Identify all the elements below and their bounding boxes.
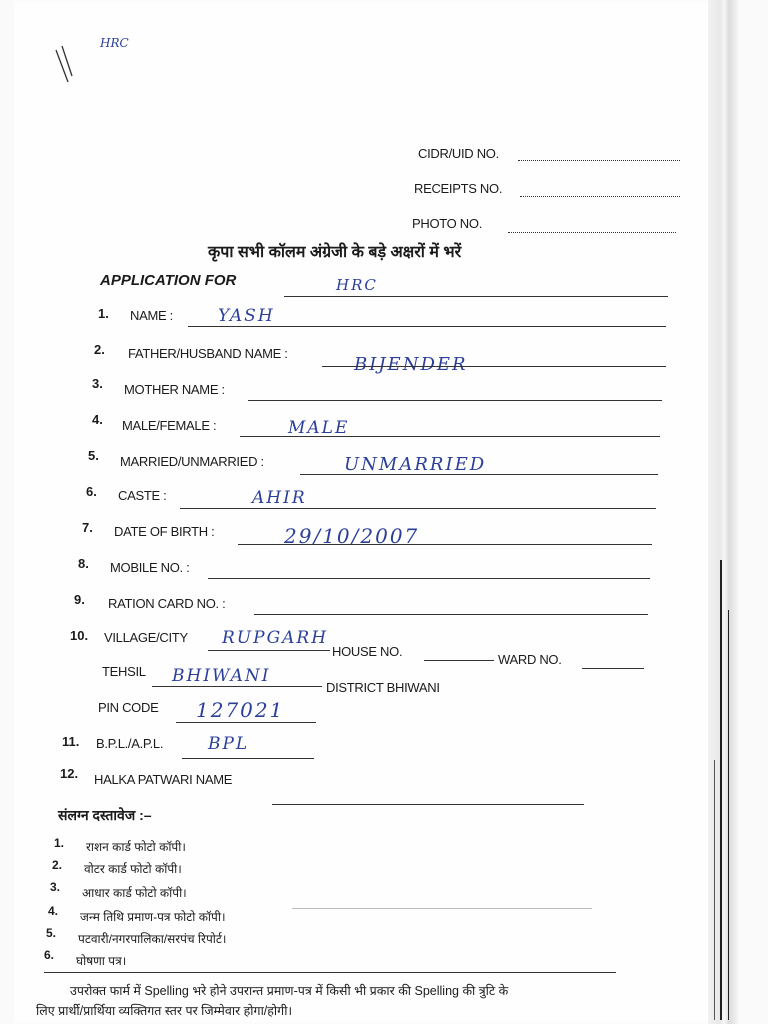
gender-line	[240, 436, 660, 437]
attachment-number: 4.	[48, 904, 59, 918]
attachment-number: 3.	[50, 880, 61, 894]
mobile-label: MOBILE NO. :	[110, 560, 190, 575]
mother-name-label: MOTHER NAME :	[124, 382, 225, 397]
patwari-field[interactable]	[272, 804, 584, 805]
caste-line	[180, 508, 656, 509]
tehsil-line	[152, 686, 322, 687]
attachment-item: राशन कार्ड फोटो कॉपी।	[86, 840, 186, 854]
instruction-heading: कृपा सभी कॉलम अंग्रेजी के बड़े अक्षरों में भरें	[208, 244, 462, 261]
marital-status-line	[300, 474, 658, 475]
father-name-value[interactable]: BIJENDER	[354, 354, 468, 375]
attachment-number: 2.	[52, 858, 63, 872]
tehsil-value[interactable]: BHIWANI	[172, 666, 271, 686]
field-number: 2.	[94, 342, 105, 357]
attachments-heading: संलग्न दस्तावेज :–	[58, 807, 152, 823]
footer-rule	[44, 972, 616, 973]
caste-value[interactable]: AHIR	[252, 488, 307, 508]
pin-code-line	[176, 722, 316, 723]
cidr-label: CIDR/UID NO.	[418, 146, 499, 161]
house-no-field[interactable]	[424, 660, 494, 661]
name-value[interactable]: YASH	[218, 306, 275, 326]
village-label: VILLAGE/CITY	[104, 630, 188, 645]
paper-edge	[708, 0, 738, 1024]
ration-card-line	[254, 614, 648, 615]
attachment-item: पटवारी/नगरपालिका/सरपंच रिपोर्ट।	[78, 932, 227, 946]
tick-mark	[52, 42, 74, 86]
name-line	[188, 326, 666, 327]
name-label: NAME :	[130, 308, 173, 323]
footer-note-line-2: लिए प्रार्थी/प्रार्थिया व्यक्तिगत स्तर पर जिम्मेवार होगा/होगी।	[36, 1004, 293, 1018]
attachment-number: 1.	[54, 836, 65, 850]
photo-label: PHOTO NO.	[412, 216, 483, 231]
receipts-label: RECEIPTS NO.	[414, 181, 503, 196]
receipts-field[interactable]	[520, 196, 680, 197]
field-number: 11.	[62, 734, 80, 749]
ward-no-label: WARD NO.	[498, 652, 562, 667]
attachment-number: 6.	[44, 948, 55, 962]
bpl-value[interactable]: BPL	[208, 734, 250, 754]
district-label: DISTRICT BHIWANI	[326, 680, 440, 695]
gender-label: MALE/FEMALE :	[122, 418, 217, 433]
field-number: 12.	[60, 766, 79, 781]
ration-card-label: RATION CARD NO. :	[108, 596, 226, 611]
pin-code-label: PIN CODE	[98, 700, 159, 715]
field-number: 10.	[70, 628, 89, 643]
bpl-label: B.P.L./A.P.L.	[96, 736, 164, 751]
attachment-number: 5.	[46, 926, 57, 940]
footer-note-line-1: उपरोक्त फार्म में Spelling भरे होने उपरान्त प्रमाण-पत्र में किसी भी प्रकार की Spelling की त्रुटि के	[70, 984, 509, 998]
application-for-value[interactable]: HRC	[336, 276, 378, 294]
village-line	[208, 650, 330, 651]
field-number: 6.	[86, 484, 97, 499]
patwari-label: HALKA PATWARI NAME	[94, 772, 233, 787]
father-name-label: FATHER/HUSBAND NAME :	[128, 346, 288, 361]
village-value[interactable]: RUPGARH	[222, 628, 329, 648]
field-number: 9.	[74, 592, 85, 607]
marital-status-value[interactable]: UNMARRIED	[344, 454, 487, 475]
handwritten-mark: HRC	[100, 36, 129, 50]
dob-value[interactable]: 29/10/2007	[284, 524, 420, 548]
gender-value[interactable]: MALE	[288, 418, 350, 438]
faint-rule	[292, 908, 592, 909]
dob-label: DATE OF BIRTH :	[114, 524, 215, 539]
attachment-item: वोटर कार्ड फोटो कॉपी।	[84, 862, 182, 876]
mobile-line	[208, 578, 650, 579]
field-number: 5.	[88, 448, 99, 463]
house-no-label: HOUSE NO.	[332, 644, 403, 659]
field-number: 1.	[98, 306, 109, 321]
attachment-item: घोषणा पत्र।	[76, 954, 127, 968]
field-number: 3.	[92, 376, 103, 391]
field-number: 4.	[92, 412, 103, 427]
pin-code-value[interactable]: 127021	[196, 698, 285, 722]
mother-name-line	[248, 400, 662, 401]
dob-line	[238, 544, 652, 545]
attachment-item: जन्म तिथि प्रमाण-पत्र फोटो कॉपी।	[80, 910, 226, 924]
bpl-line	[182, 758, 314, 759]
application-line	[284, 296, 668, 297]
father-name-line	[322, 366, 666, 367]
cidr-field[interactable]	[518, 160, 680, 161]
attachment-item: आधार कार्ड फोटो कॉपी।	[82, 886, 187, 900]
field-number: 7.	[82, 520, 93, 535]
photo-field[interactable]	[508, 232, 676, 233]
tehsil-label: TEHSIL	[102, 664, 146, 679]
application-for-label: APPLICATION FOR	[100, 272, 237, 289]
ward-no-field[interactable]	[582, 668, 644, 669]
marital-status-label: MARRIED/UNMARRIED :	[120, 454, 264, 469]
field-number: 8.	[78, 556, 89, 571]
caste-label: CASTE :	[118, 488, 167, 503]
